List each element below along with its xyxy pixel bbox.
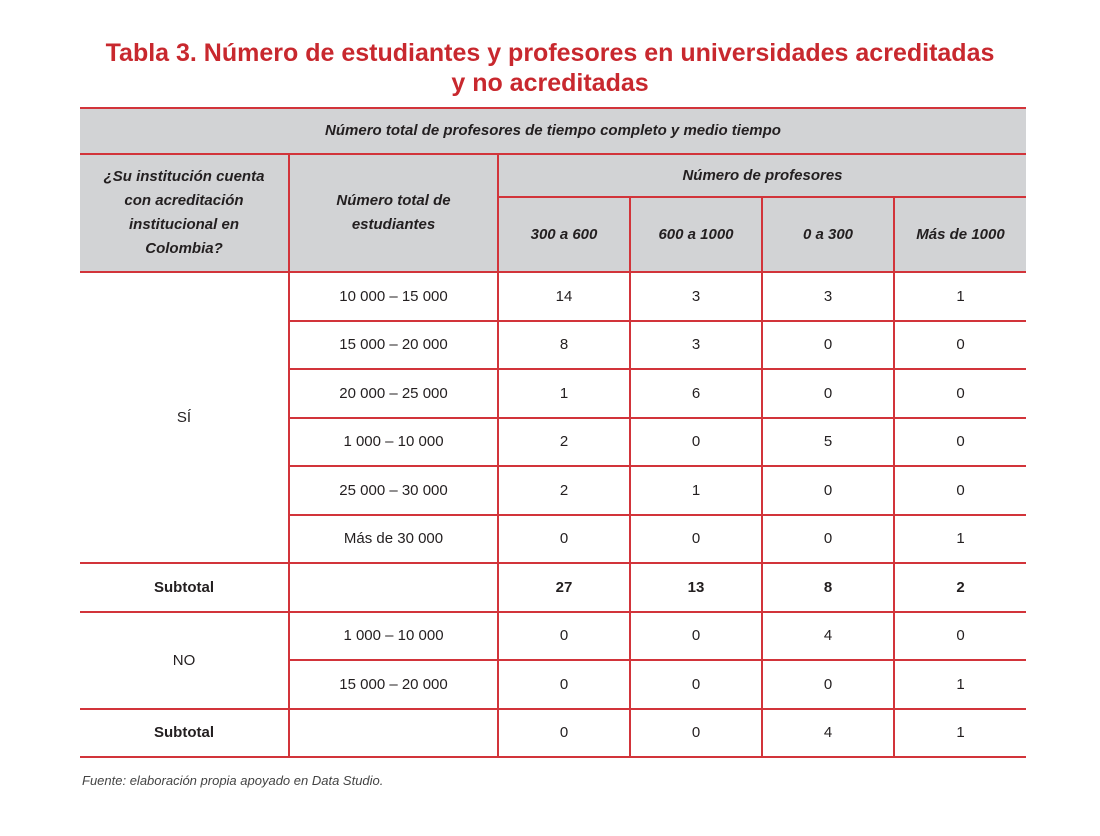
students-cell: 15 000 – 20 000 [289, 660, 498, 709]
value-cell: 6 [630, 369, 762, 418]
value-cell: 0 [630, 418, 762, 467]
value-cell: 0 [762, 321, 894, 370]
subtotal-row [80, 709, 1026, 758]
value-cell: 3 [630, 272, 762, 321]
value-cell: 2 [498, 466, 630, 515]
students-cell: 25 000 – 30 000 [289, 466, 498, 515]
subtotal-value: 27 [498, 563, 630, 612]
accreditation-cell: NO [80, 612, 289, 709]
value-cell: 1 [894, 660, 1026, 709]
header-accreditation: ¿Su institución cuenta con acreditación institucional en Colombia? [80, 154, 289, 272]
title-line-1: Tabla 3. Número de estudiantes y profesores en universidades acreditadas [105, 39, 995, 67]
subtotal-value: 4 [762, 709, 894, 758]
data-table [80, 107, 1026, 758]
empty-cell [289, 563, 498, 612]
students-cell: 15 000 – 20 000 [289, 321, 498, 370]
header-sub-1: 600 a 1000 [630, 197, 762, 272]
value-cell: 0 [894, 321, 1026, 370]
value-cell: 0 [894, 612, 1026, 661]
value-cell: 0 [498, 660, 630, 709]
value-cell: 0 [630, 612, 762, 661]
table-row [80, 612, 1026, 661]
value-cell: 8 [498, 321, 630, 370]
value-cell: 0 [762, 515, 894, 564]
value-cell: 0 [762, 660, 894, 709]
header-top: Número total de profesores de tiempo completo y medio tiempo [80, 108, 1026, 154]
accreditation-cell: SÍ [80, 272, 289, 563]
value-cell: 0 [630, 660, 762, 709]
value-cell: 0 [498, 515, 630, 564]
subtotal-label: Subtotal [80, 563, 289, 612]
value-cell: 4 [762, 612, 894, 661]
value-cell: 0 [498, 612, 630, 661]
students-cell: 10 000 – 15 000 [289, 272, 498, 321]
header-sub-0: 300 a 600 [498, 197, 630, 272]
value-cell: 0 [894, 466, 1026, 515]
empty-cell [289, 709, 498, 758]
subtotal-value: 8 [762, 563, 894, 612]
value-cell: 0 [630, 515, 762, 564]
subtotal-row [80, 563, 1026, 612]
value-cell: 3 [630, 321, 762, 370]
value-cell: 3 [762, 272, 894, 321]
value-cell: 1 [498, 369, 630, 418]
source-caption: Fuente: elaboración propia apoyado en Data Studio. [82, 773, 384, 788]
header-professors-group: Número de profesores [498, 154, 1026, 197]
table-row [80, 272, 1026, 321]
table-title [0, 38, 1100, 98]
value-cell: 1 [894, 515, 1026, 564]
table-body [80, 272, 1026, 757]
header-students: Número total de estudiantes [289, 154, 498, 272]
students-cell: Más de 30 000 [289, 515, 498, 564]
subtotal-value: 0 [498, 709, 630, 758]
header-sub-2: 0 a 300 [762, 197, 894, 272]
students-cell: 1 000 – 10 000 [289, 418, 498, 467]
value-cell: 2 [498, 418, 630, 467]
title-line-2: y no acreditadas [451, 69, 649, 97]
value-cell: 0 [762, 369, 894, 418]
value-cell: 0 [894, 369, 1026, 418]
subtotal-value: 0 [630, 709, 762, 758]
subtotal-label: Subtotal [80, 709, 289, 758]
value-cell: 14 [498, 272, 630, 321]
value-cell: 0 [894, 418, 1026, 467]
subtotal-value: 2 [894, 563, 1026, 612]
value-cell: 1 [630, 466, 762, 515]
students-cell: 20 000 – 25 000 [289, 369, 498, 418]
subtotal-value: 13 [630, 563, 762, 612]
header-sub-3: Más de 1000 [894, 197, 1026, 272]
value-cell: 5 [762, 418, 894, 467]
students-cell: 1 000 – 10 000 [289, 612, 498, 661]
value-cell: 1 [894, 272, 1026, 321]
value-cell: 0 [762, 466, 894, 515]
subtotal-value: 1 [894, 709, 1026, 758]
